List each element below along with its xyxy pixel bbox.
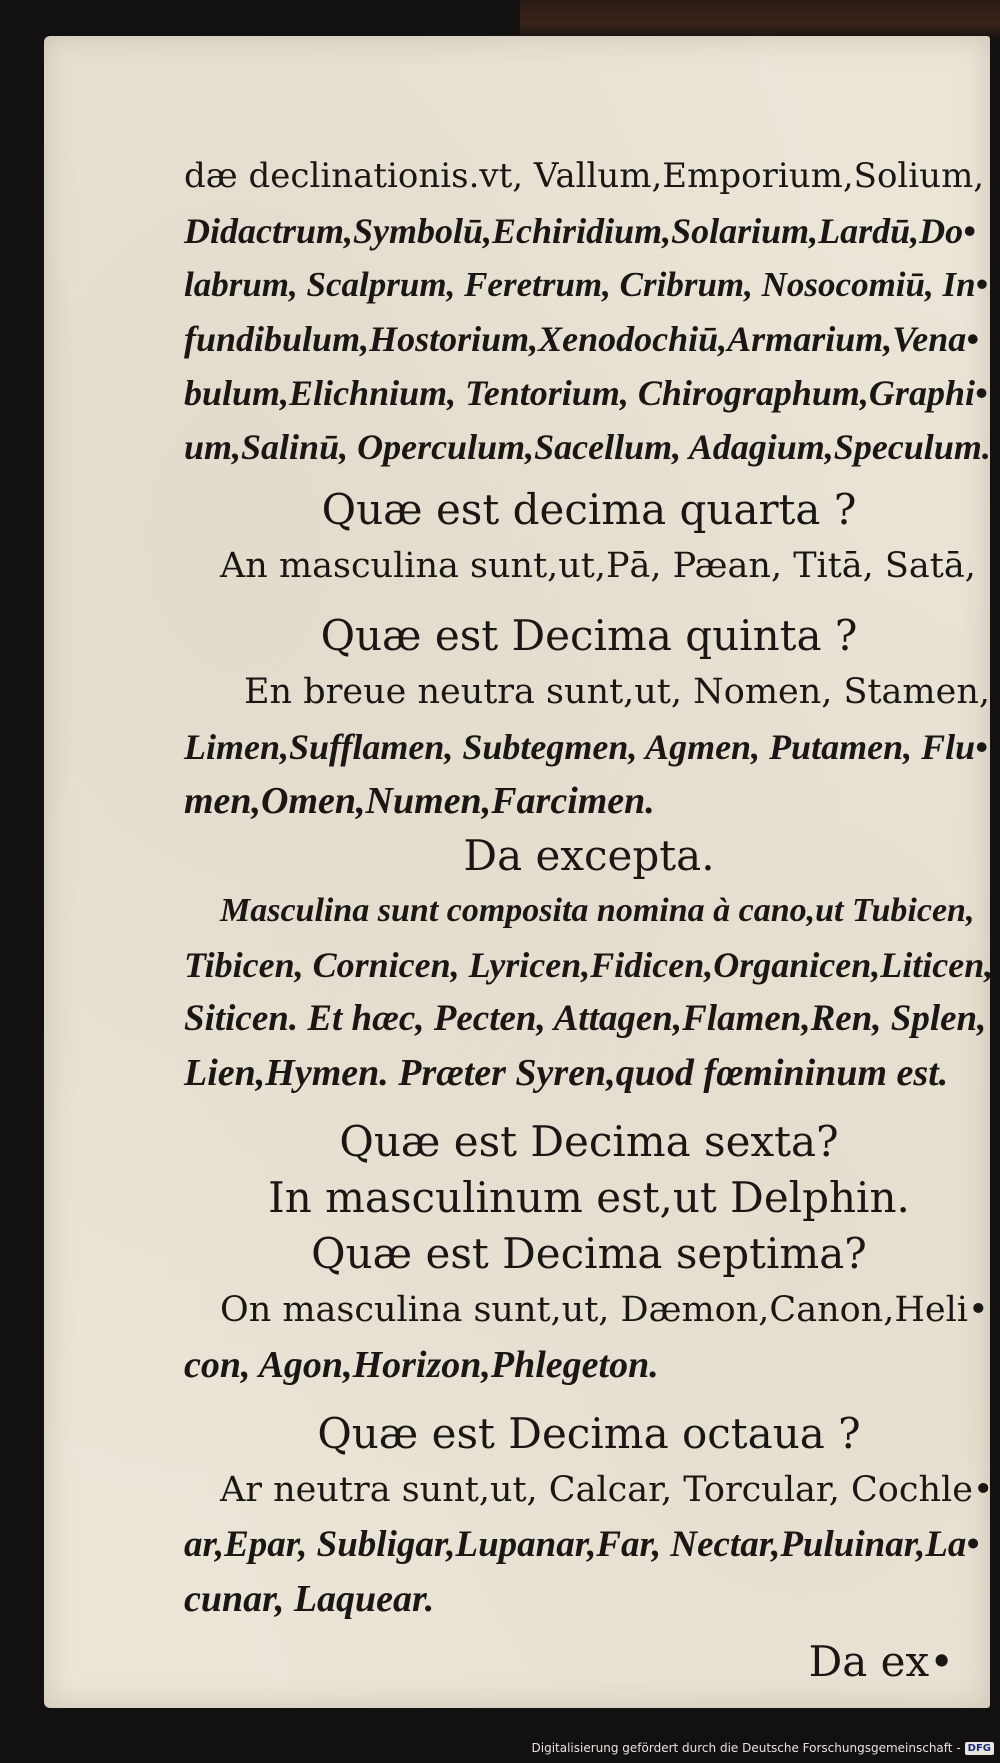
rule-line-ar: Ar neutra sunt,ut, Calcar, Torcular, Cochle• (220, 1470, 994, 1510)
catchword: Da ex• (808, 1637, 954, 1686)
text-line-5: bulum,Elichnium, Tentorium, Chirographum,Graphi• (184, 373, 988, 413)
text-line-epar: ar,Epar, Subligar,Lupanar,Far, Nectar,Puluinar,La• (184, 1524, 980, 1565)
book-edge (520, 0, 1000, 40)
text-line-con: con, Agon,Horizon,Phlegeton. (184, 1344, 659, 1386)
text-line-men: men,Omen,Numen,Farcimen. (184, 780, 655, 822)
heading-decima-quinta: Quæ est Decima quinta ? (320, 611, 858, 660)
rule-line-in: In masculinum est,ut Delphin. (268, 1173, 910, 1222)
text-line-siticen: Siticen. Et hæc, Pecten, Attagen,Flamen,Ren, Splen, (184, 998, 987, 1039)
heading-da-excepta: Da excepta. (463, 831, 715, 880)
rule-line-en: En breue neutra sunt,ut, Nomen, Stamen, (244, 672, 990, 712)
credit-text: Digitalisierung gefördert durch die Deutsche Forschungsgemeinschaft - (531, 1741, 961, 1755)
heading-decima-octaua: Quæ est Decima octaua ? (317, 1409, 861, 1458)
text-line-masculina: Masculina sunt composita nomina à cano,ut Tubicen, (220, 892, 975, 929)
text-line-cunar: cunar, Laquear. (184, 1578, 435, 1620)
text-line-6: um,Salinū, Operculum,Sacellum, Adagium,Speculum. (184, 427, 991, 467)
page-text (184, 148, 994, 1690)
heading-decima-quarta: Quæ est decima quarta ? (321, 485, 857, 534)
text-line-tibicen: Tibicen, Cornicen, Lyricen,Fidicen,Organicen,Liticen, (184, 945, 994, 985)
heading-decima-septima: Quæ est Decima septima? (311, 1229, 867, 1278)
rule-line-on: On masculina sunt,ut, Dæmon,Canon,Heli• (220, 1290, 989, 1330)
text-line-2: Didactrum,Symbolū,Echiridium,Solarium,Lardū,Do• (184, 211, 976, 251)
text-line-limen: Limen,Sufflamen, Subtegmen, Agmen, Putamen, Flu• (184, 727, 988, 767)
text-line-3: labrum, Scalprum, Feretrum, Cribrum, Nosocomiū, In• (184, 265, 988, 304)
digitization-credit (532, 1741, 995, 1755)
dfg-logo-icon: DFG (965, 1742, 994, 1755)
text-line-4: fundibulum,Hostorium,Xenodochiū,Armarium,Vena• (184, 319, 979, 359)
rule-line-an: An masculina sunt,ut,Pā, Pæan, Titā, Satā, (220, 546, 976, 586)
book-page (44, 36, 994, 1708)
text-line-1: dæ declinationis.vt, Vallum,Emporium,Solium, (184, 156, 985, 196)
text-line-lien: Lien,Hymen. Præter Syren,quod fœmininum est. (184, 1052, 949, 1094)
heading-decima-sexta: Quæ est Decima sexta? (339, 1117, 839, 1166)
